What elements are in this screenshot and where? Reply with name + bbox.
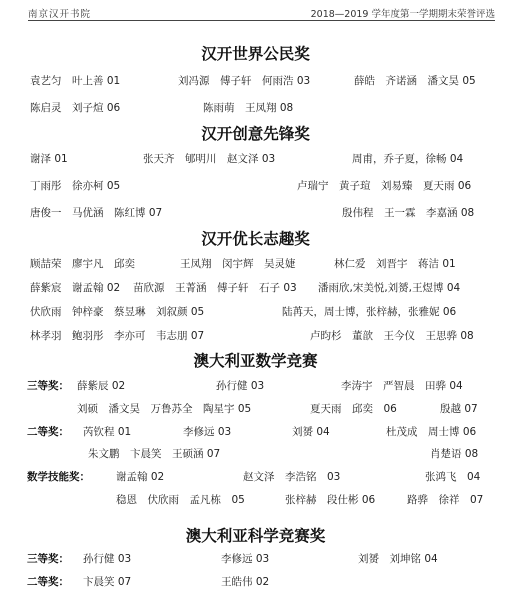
- award-names: 赵文泽 李浩铭 03: [243, 471, 341, 483]
- award-names: 夏天雨 邱奕 06: [310, 403, 397, 415]
- award-line: [0, 551, 511, 567]
- award-names: 陈启灵 刘子煊 06: [30, 102, 121, 114]
- award-line: [0, 100, 511, 116]
- second-prize-label: 二等奖：: [27, 576, 69, 588]
- award-line: [0, 378, 511, 394]
- award-names: 王皓伟 02: [221, 576, 270, 588]
- award-names: 谢孟翰 02: [116, 471, 165, 483]
- term-title: 2018—2019 学年度第一学期期末荣誉评选: [310, 9, 495, 20]
- award-names: 张梓赫 段仕彬 06: [285, 494, 376, 506]
- section-title-world-citizen: 汉开世界公民奖: [201, 44, 310, 63]
- award-names: 刘硕 潘文昊 万鲁苏全 陶星宇 05: [77, 403, 252, 415]
- award-names: 孙行健 03: [83, 553, 132, 565]
- award-names: 顾喆荣 廖宇凡 邱奕: [30, 258, 135, 270]
- award-line: [0, 280, 511, 296]
- award-names: 陆苒天，周士博，张梓赫，张雅妮 06: [282, 306, 457, 318]
- section-title-interest: 汉开优长志趣奖: [201, 229, 310, 248]
- award-line: [0, 446, 511, 462]
- section-title-creative-pioneer: 汉开创意先锋奖: [201, 124, 310, 143]
- school-name: 南京汉开书院: [28, 9, 92, 20]
- award-names: 丁雨彤 徐亦柯 05: [30, 180, 121, 192]
- award-line: [0, 574, 511, 590]
- award-names: 薛紫宸 谢孟翰 02: [30, 282, 121, 294]
- award-names: 刘冯源 傅子轩 何雨浩 03: [178, 75, 311, 87]
- award-names: 李涛宇 严智晨 田骅 04: [341, 380, 463, 392]
- award-names: 卞晨笑 07: [83, 576, 132, 588]
- award-line: [0, 401, 511, 417]
- award-names: 王凤翔 闵宇辉 吴灵婕: [180, 258, 296, 270]
- award-names: 朱文鹏 卞晨笑 王硕涵 07: [88, 448, 221, 460]
- math-skill-label: 数学技能奖：: [27, 471, 90, 483]
- award-names: 殷越 07: [440, 403, 478, 415]
- award-names: 卢昀杉 董歆 王今仪 王思骅 08: [310, 330, 474, 342]
- award-line: [0, 492, 511, 508]
- award-names: 林仁爱 刘晋宇 蒋洁 01: [334, 258, 456, 270]
- third-prize-label: 三等奖：: [27, 553, 69, 565]
- award-names: 袁艺匀 叶上善 01: [30, 75, 121, 87]
- award-names: 杜茂成 周士博 06: [386, 426, 477, 438]
- second-prize-label: 二等奖：: [27, 426, 69, 438]
- award-names: 薛皓 齐诺涵 潘文昊 05: [354, 75, 476, 87]
- award-names: 刘赟 刘坤铭 04: [358, 553, 438, 565]
- award-names: 周甫，乔子夏，徐畅 04: [352, 153, 464, 165]
- award-names: 唐俊一 马优涵 陈红博 07: [30, 207, 163, 219]
- award-names: 谢泽 01: [30, 153, 68, 165]
- award-names: 薛紫辰 02: [77, 380, 126, 392]
- award-line: [0, 328, 511, 344]
- award-names: 李修远 03: [183, 426, 232, 438]
- award-names: 陈雨萌 王凤翔 08: [203, 102, 294, 114]
- award-names: 芮钦程 01: [83, 426, 132, 438]
- award-line: [0, 178, 511, 194]
- award-names: 刘赟 04: [292, 426, 330, 438]
- award-names: 张天齐 郇明川 赵文泽 03: [143, 153, 276, 165]
- page-header: [28, 4, 495, 21]
- award-names: 张鸿飞 04: [425, 471, 481, 483]
- award-names: 路骅 徐祥 07: [407, 494, 484, 506]
- award-names: 殷伟程 王一霖 李嘉涵 08: [342, 207, 475, 219]
- award-line: [0, 205, 511, 221]
- section-title-science-competition: 澳大利亚科学竞赛奖: [185, 526, 326, 545]
- award-line: [0, 73, 511, 89]
- award-line: [0, 151, 511, 167]
- award-names: 林孝羽 鲍羽彤 李亦可 韦志朋 07: [30, 330, 205, 342]
- award-line: [0, 424, 511, 440]
- section-title-math-competition: 澳大利亚数学竞赛: [193, 351, 318, 370]
- award-line: [0, 256, 511, 272]
- award-line: [0, 469, 511, 485]
- award-names: 伏欣雨 钟梓豪 蔡昱琳 刘叙颜 05: [30, 306, 205, 318]
- award-names: 李修远 03: [221, 553, 270, 565]
- award-names: 苗欣源 王菁涵 傅子轩 石子 03: [133, 282, 297, 294]
- award-names: 肖楚语 08: [430, 448, 479, 460]
- award-names: 稳恩 伏欣雨 孟凡栋 05: [116, 494, 245, 506]
- award-names: 潘雨欣,宋美悦,刘赟,王煜博 04: [318, 282, 461, 294]
- award-names: 卢瑞宁 黄子瑄 刘易臻 夏天雨 06: [297, 180, 472, 192]
- award-names: 孙行健 03: [216, 380, 265, 392]
- award-line: [0, 304, 511, 320]
- third-prize-label: 三等奖：: [27, 380, 69, 392]
